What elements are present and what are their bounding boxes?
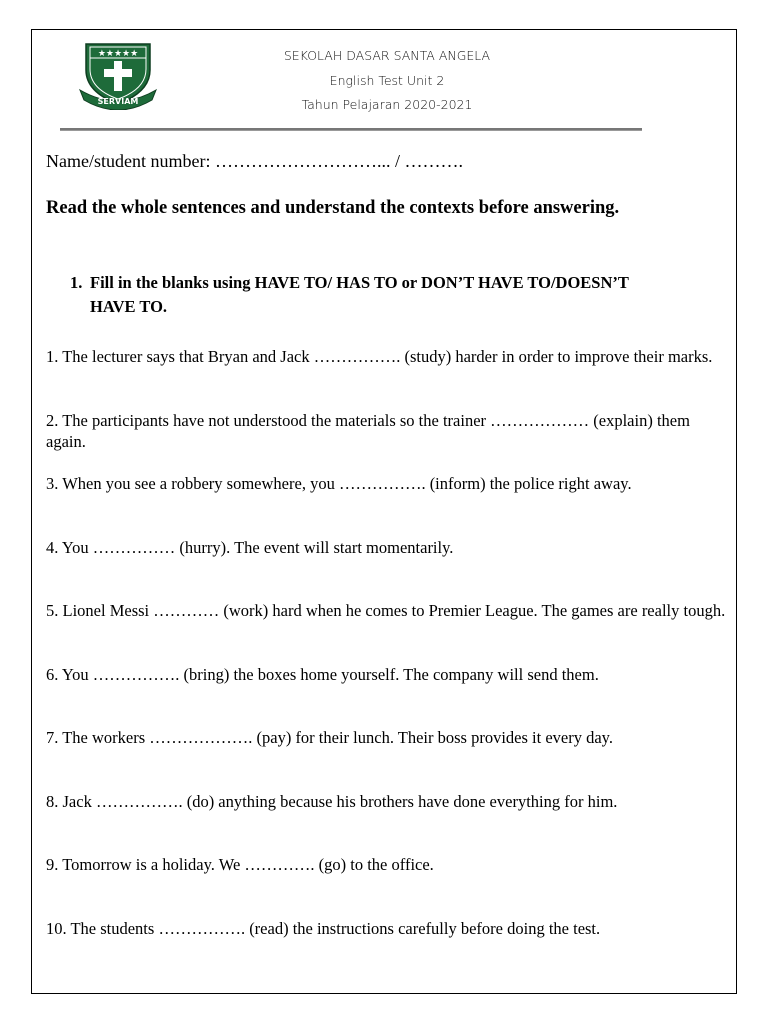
question-list [46,346,726,981]
general-instruction: Read the whole sentences and understand the contexts before answering. [46,198,620,218]
question-item: 9. Tomorrow is a holiday. We …………. (go) to the office. [46,855,434,874]
academic-year: Tahun Pelajaran 2020-2021 [301,97,473,112]
task-heading [70,271,670,319]
name-student-number-line: Name/student number: ………………………... / ………. [46,151,463,171]
question-item: 7. The workers ………………. (pay) for their lunch. Their boss provides it every day. [46,728,613,747]
school-crest-logo [78,40,158,110]
question-item: 5. Lionel Messi ………… (work) hard when he comes to Premier League. The games are really tough. [46,601,726,620]
svg-text:★★★★★: ★★★★★ [97,49,139,59]
logo-motto: SERVIAM [97,97,139,106]
question-item: 3. When you see a robbery somewhere, you ……………. (inform) the police right away. [46,474,632,493]
question-item: 10. The students ……………. (read) the instructions carefully before doing the test. [46,918,601,938]
school-name: SEKOLAH DASAR SANTA ANGELA [283,48,491,63]
question-item: 8. Jack ……………. (do) anything because his brothers have done everything for him. [46,791,618,811]
question-item: 4. You …………… (hurry). The event will start momentarily. [46,537,454,557]
question-item: 6. You ……………. (bring) the boxes home yourself. The company will send them. [46,664,599,684]
question-item: 1. The lecturer says that Bryan and Jack ……………. (study) harder in order to improve their marks. [46,347,713,366]
question-item: 2. The participants have not understood the materials so the trainer ……………… (explain) them again. [46,410,690,451]
task-number: 1. [70,273,83,292]
test-title: English Test Unit 2 [329,72,445,88]
document-header [232,47,542,121]
task-text: Fill in the blanks using HAVE TO/ HAS TO or DON’T HAVE TO/DOESN’T HAVE TO. [90,273,629,316]
document-page [31,29,737,994]
header-divider [60,128,642,131]
